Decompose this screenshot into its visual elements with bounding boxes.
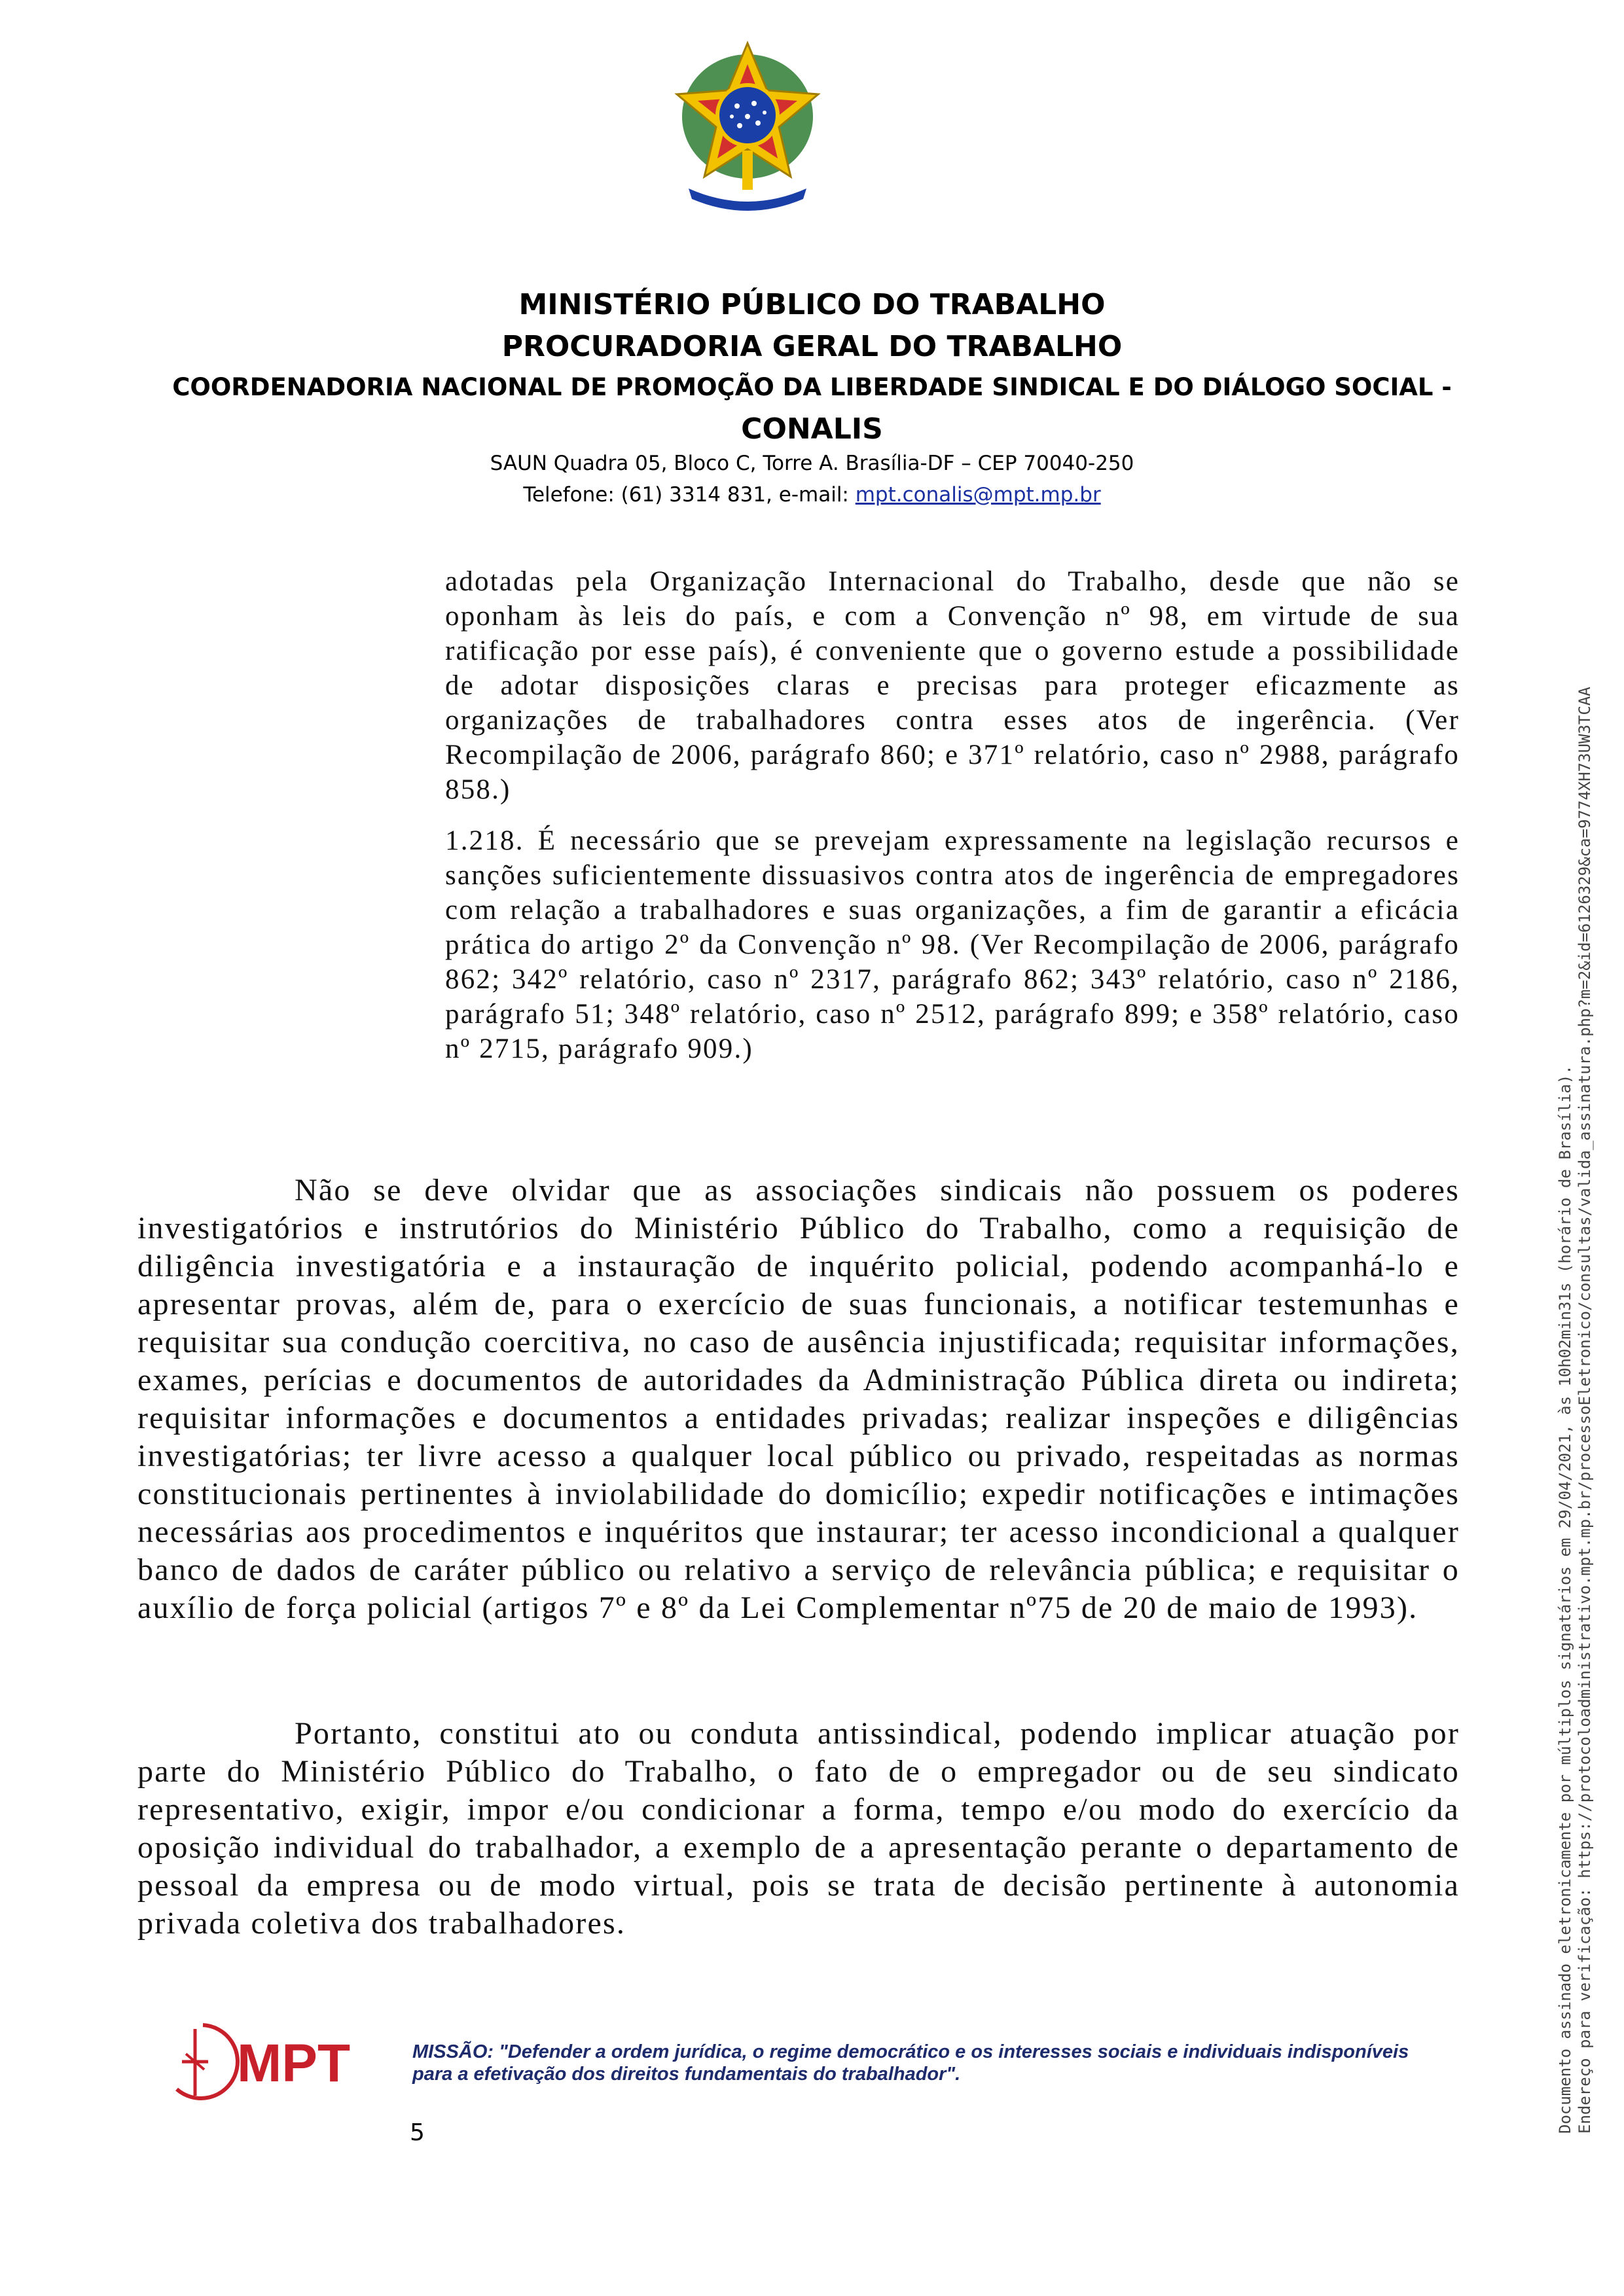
header-line-3: COORDENADORIA NACIONAL DE PROMOÇÃO DA LIBERDADE SINDICAL E DO DIÁLOGO SOCIAL - bbox=[172, 373, 1452, 401]
mpt-logo-text: MPT bbox=[237, 2034, 351, 2093]
body-paragraph-2: Portanto, constitui ato ou conduta antissindical, podendo implicar atuação por parte do Ministério Público do Trabalho, o fato de o empregador ou de seu sindicato representativo, exigir, impor e/ou condicionar a forma, tempo e/ou modo do exercício da oposição individual do trabalhador, a exemplo de a apresentação perante o departamento de pessoal da empresa ou de modo virtual, pois se trata de decisão pertinente à autonomia privada coletiva dos trabalhadores. bbox=[137, 1716, 1460, 1941]
coat-of-arms-icon bbox=[669, 38, 826, 215]
header-address: SAUN Quadra 05, Bloco C, Torre A. Brasília-DF – CEP 70040-250 bbox=[490, 452, 1134, 475]
page-number: 5 bbox=[410, 2119, 425, 2146]
header-line-4: CONALIS bbox=[741, 412, 883, 446]
header-phone bbox=[0, 483, 1624, 507]
quote-paragraph-2: 1.218. É necessário que se prevejam expressamente na legislação recursos e sanções suficientemente dissuasivos contra atos de ingerência de empregadores com relação a trabalhadores e suas organizações, a fim de garantir a eficácia prática do artigo 2º da Convenção nº 98. (Ver Recompilação de 2006, parágrafo 862; 342º relatório, caso nº 2317, parágrafo 862; 343º relatório, caso nº 2186, parágrafo 51; 348º relatório, caso nº 2512, parágrafo 899; e 358º relatório, caso nº 2715, parágrafo 909.) bbox=[445, 825, 1460, 1064]
mission-statement: MISSÃO: "Defender a ordem jurídica, o regime democrático e os interesses sociais e individuais indisponíveis para a efetivação dos direitos fundamentais do trabalhador". bbox=[412, 2041, 1409, 2085]
body-paragraph-1: Não se deve olvidar que as associações sindicais não possuem os poderes investigatórios e instrutórios do Ministério Público do Trabalho, como a requisição de diligência investigatória e a instauração de inquérito policial, podendo acompanhá-lo e apresentar provas, além de, para o exercício de suas funcionais, a notificar testemunhas e requisitar sua condução coercitiva, no caso de ausência injustificada; requisitar informações, exames, perícias e documentos de autoridades da Administração Pública direta ou indireta; requisitar informações e documentos a entidades privadas; realizar inspeções e diligências investigatórias; ter livre acesso a qualquer local público ou privado, respeitadas as normas constitucionais pertinentes à inviolabilidade do domicílio; expedir notificações e intimações necessárias aos procedimentos e inquéritos que instaurar; ter acesso incondicional a qualquer banco de dados de caráter público ou relativo a serviço de relevância pública; e requisitar o auxílio de força policial (artigos 7º e 8º da Lei Complementar nº75 de 20 de maio de 1993). bbox=[137, 1173, 1460, 1625]
header-line-2: PROCURADORIA GERAL DO TRABALHO bbox=[501, 330, 1123, 363]
side-note-line-2: Endereço para verificação: https://protocoloadministrativo.mpt.mp.br/processoEletronico/consultas/valida_assinatura.php?m=2&id=6126329&ca=9774XH73UW3TCAA bbox=[1576, 687, 1594, 2134]
side-note-line-1: Documento assinado eletronicamente por múltiplos signatários em 29/04/2021, às 10h02min31s (horário de Brasília). bbox=[1556, 1065, 1574, 2134]
phone-prefix: Telefone: (61) 3314 831, e-mail: bbox=[523, 483, 856, 507]
mpt-logo-icon bbox=[157, 2016, 367, 2108]
quote-paragraph-1: adotadas pela Organização Internacional do Trabalho, desde que não se oponham às leis do país, e com a Convenção nº 98, em virtude de sua ratificação por esse país), é conveniente que o governo estude a possibilidade de adotar disposições claras e precisas para proteger eficazmente as organizações de trabalhadores contra esses atos de ingerência. (Ver Recompilação de 2006, parágrafo 860; e 371º relatório, caso nº 2988, parágrafo 858.) bbox=[445, 566, 1460, 805]
signature-side-note bbox=[1555, 687, 1595, 2134]
header-line-1: MINISTÉRIO PÚBLICO DO TRABALHO bbox=[518, 288, 1106, 321]
email-link[interactable]: mpt.conalis@mpt.mp.br bbox=[855, 483, 1101, 507]
